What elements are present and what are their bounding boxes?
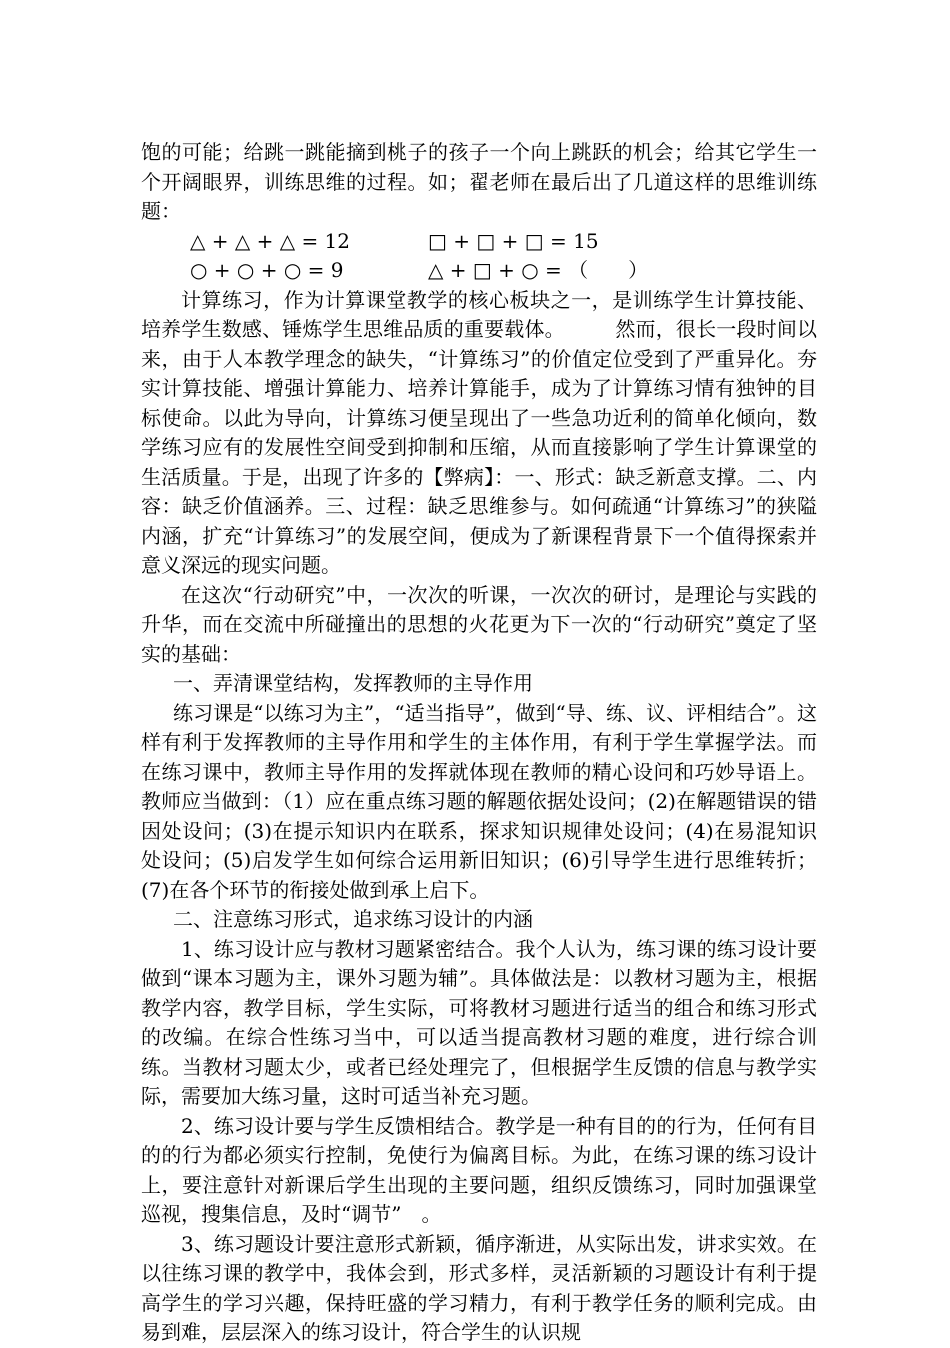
paragraph-calculation-practice: 计算练习，作为计算课堂教学的核心板块之一，是训练学生计算技能、培养学生数感、锤炼学生思维品质的重要载体。 然而，很长一段时间以来，由于人本教学理念的缺失，“计算练习”的价值定位受到了严重异化。夯实计算技能、增强计算能力、培养计算能手，成为了计算练习情有独钟的目标使命。以此为导向，计算练习便呈现出了一些急功近利的简单化倾向，数学练习应有的发展性空间受到抑制和压缩，从而直接影响了学生计算课堂的生活质量。于是，出现了许多的【弊病】：一、形式：缺乏新意支撑。二、内容：缺乏价值涵养。三、过程：缺乏思维参与。如何疏通“计算练习”的狭隘内涵，扩充“计算练习”的发展空间，便成为了新课程背景下一个值得探索并意义深远的现实问题。 xyxy=(141,287,817,577)
equation-mixed: △ + □ + ○ = （ ） xyxy=(428,258,649,282)
equation-squares: □ + □ + □ = 15 xyxy=(428,228,599,253)
equation-row-2 xyxy=(141,256,817,286)
paragraph-practice-class: 练习课是“以练习为主”，“适当指导”，做到“导、练、议、评相结合”。这样有利于发挥教师的主导作用和学生的主体作用，有利于学生掌握学法。而在练习课中，教师主导作用的发挥就体现在教师的精心设问和巧妙导语上。教师应当做到：（1）应在重点练习题的解题依据处设问；(2)在解题错误的错因处设问；(3)在提示知识内在联系，探求知识规律处设问；(4)在易混知识处设问；(5)启发学生如何综合运用新旧知识；(6)引导学生进行思维转折；(7)在各个环节的衔接处做到承上启下。 xyxy=(141,700,817,902)
paragraph-point-3: 3、练习题设计要注意形式新颖，循序渐进，从实际出发，讲求实效。在以往练习课的教学中，我体会到，形式多样，灵活新颖的习题设计有利于提高学生的学习兴趣，保持旺盛的学习精力，有利于教学任务的顺利完成。由易到难，层层深入的练习设计，符合学生的认识规 xyxy=(141,1231,817,1344)
equation-circles: ○ + ○ + ○ = 9 xyxy=(190,258,344,282)
section-heading-2: 二、注意练习形式，追求练习设计的内涵 xyxy=(173,907,533,931)
equation-triangles: △ + △ + △ = 12 xyxy=(190,228,351,253)
paragraph-point-2: 2、练习设计要与学生反馈相结合。教学是一种有目的的行为，任何有目的的行为都必须实行控制，免使行为偏离目标。为此，在练习课的练习设计上，要注意针对新课后学生出现的主要问题，组织反馈练习，同时加强课堂巡视，搜集信息，及时“调节” 。 xyxy=(141,1113,817,1226)
paragraph-intro: 饱的可能；给跳一跳能摘到桃子的孩子一个向上跳跃的机会；给其它学生一个开阔眼界，训练思维的过程。如；翟老师在最后出了几道这样的思维训练题： xyxy=(141,140,817,223)
document-page xyxy=(141,138,817,1348)
section-heading-1: 一、弄清课堂结构，发挥教师的主导作用 xyxy=(173,671,533,695)
paragraph-point-1: 1、练习设计应与教材习题紧密结合。我个人认为，练习课的练习设计要做到“课本习题为主，课外习题为辅”。具体做法是：以教材习题为主，根据教学内容，教学目标，学生实际，可将教材习题进行适当的组合和练习形式的改编。在综合性练习当中，可以适当提高教材习题的难度，进行综合训练。当教材习题太少，或者已经处理完了，但根据学生反馈的信息与教学实际，需要加大练习量，这时可适当补充习题。 xyxy=(141,936,817,1108)
equation-row-1 xyxy=(141,227,817,257)
paragraph-action-research: 在这次“行动研究”中，一次次的听课，一次次的研讨，是理论与实践的升华，而在交流中所碰撞出的思想的火花更为下一次的“行动研究”奠定了坚实的基础： xyxy=(141,582,817,666)
